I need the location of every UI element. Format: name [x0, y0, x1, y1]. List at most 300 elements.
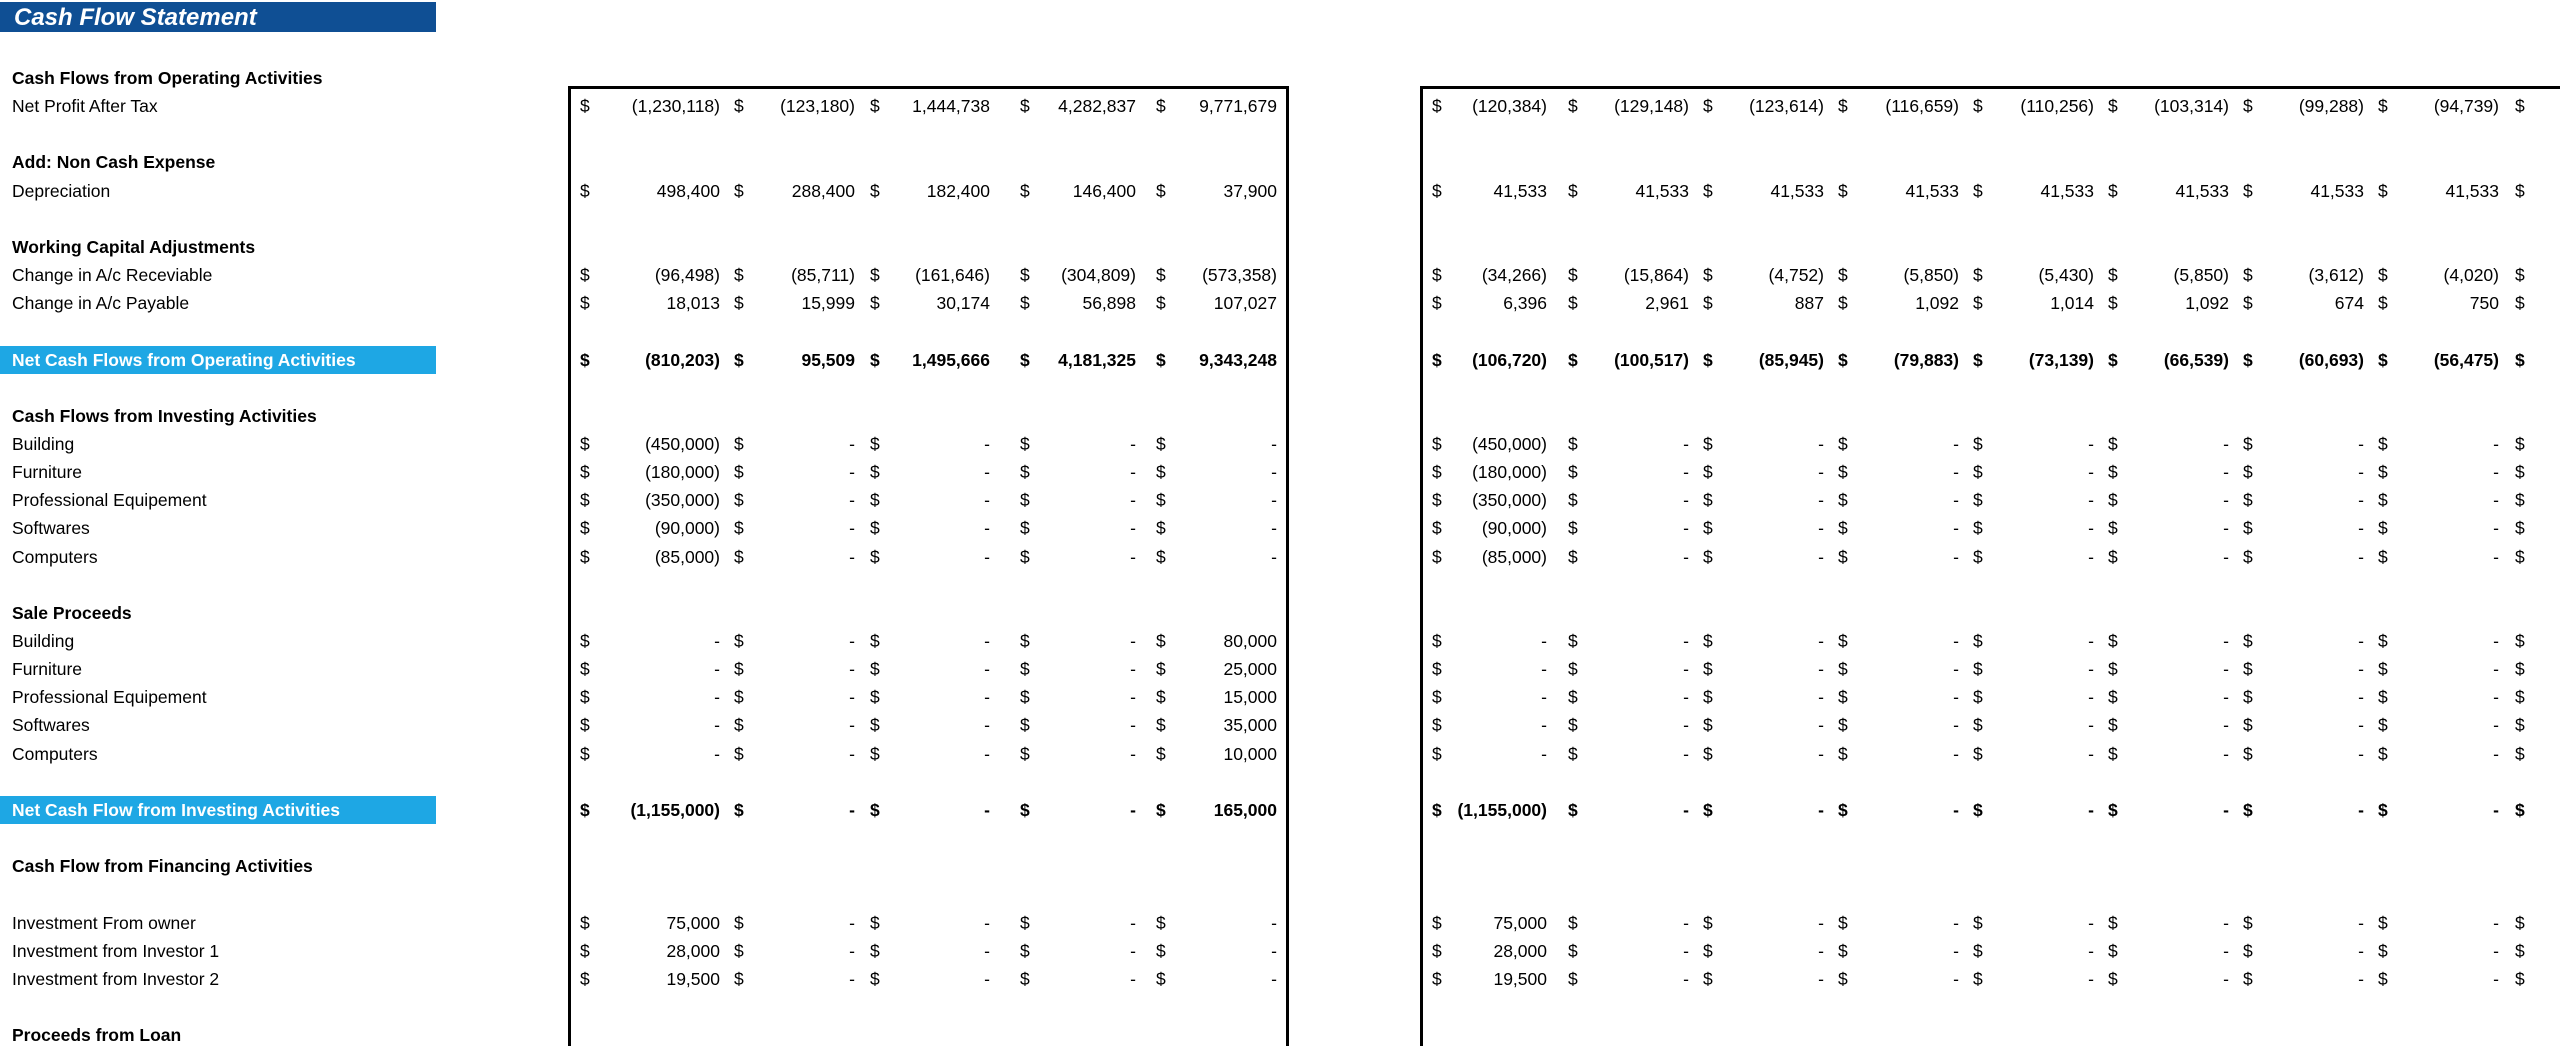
cell-value: - — [1271, 547, 1277, 567]
cell-value: - — [849, 434, 855, 454]
currency-symbol: $ — [580, 181, 590, 201]
currency-symbol: $ — [1703, 462, 1713, 482]
row-label: Softwares — [12, 715, 90, 735]
cell-value: - — [714, 744, 720, 764]
cell-value: - — [1818, 631, 1824, 651]
currency-symbol: $ — [2378, 265, 2388, 285]
cell-value: - — [2223, 547, 2229, 567]
currency-symbol: $ — [1568, 462, 1578, 482]
cell-value: (90,000) — [1481, 518, 1547, 538]
currency-symbol: $ — [1020, 293, 1030, 313]
currency-symbol: $ — [2378, 687, 2388, 707]
currency-symbol: $ — [1703, 96, 1713, 116]
currency-symbol: $ — [1432, 518, 1442, 538]
currency-symbol: $ — [2108, 659, 2118, 679]
currency-symbol: $ — [870, 913, 880, 933]
cell-value: - — [849, 913, 855, 933]
cell-value: (79,883) — [1893, 350, 1959, 370]
cell-value: (85,945) — [1758, 350, 1824, 370]
currency-symbol: $ — [1156, 181, 1166, 201]
currency-symbol: $ — [1703, 265, 1713, 285]
cell-value: - — [1683, 490, 1689, 510]
cell-value: (450,000) — [645, 434, 720, 454]
section-header: Add: Non Cash Expense — [12, 152, 216, 172]
currency-symbol: $ — [1838, 462, 1848, 482]
currency-symbol: $ — [580, 800, 590, 820]
cell-value: - — [1271, 518, 1277, 538]
currency-symbol: $ — [1156, 913, 1166, 933]
currency-symbol: $ — [1703, 547, 1713, 567]
currency-symbol: $ — [1973, 96, 1983, 116]
currency-symbol: $ — [1838, 913, 1848, 933]
currency-symbol: $ — [2515, 744, 2525, 764]
currency-symbol: $ — [1156, 547, 1166, 567]
cell-value: - — [2223, 941, 2229, 961]
currency-symbol: $ — [1432, 800, 1442, 820]
currency-symbol: $ — [734, 490, 744, 510]
cell-value: - — [2088, 659, 2094, 679]
currency-symbol: $ — [1432, 659, 1442, 679]
cell-value: (573,358) — [1202, 265, 1277, 285]
cell-value: - — [2493, 547, 2499, 567]
currency-symbol: $ — [580, 434, 590, 454]
cell-value: (96,498) — [654, 265, 720, 285]
currency-symbol: $ — [1703, 715, 1713, 735]
monthly-columns-panel — [1420, 86, 2560, 1046]
cell-value: 18,013 — [666, 293, 720, 313]
currency-symbol: $ — [2515, 350, 2525, 370]
cell-value: 75,000 — [666, 913, 720, 933]
row-label: Net Profit After Tax — [12, 96, 158, 116]
currency-symbol: $ — [2378, 744, 2388, 764]
cell-value: 41,533 — [2445, 181, 2499, 201]
currency-symbol: $ — [580, 715, 590, 735]
cell-value: - — [714, 687, 720, 707]
currency-symbol: $ — [1838, 434, 1848, 454]
cell-value: - — [2223, 687, 2229, 707]
cell-value: - — [2358, 659, 2364, 679]
currency-symbol: $ — [1703, 687, 1713, 707]
cell-value: 56,898 — [1082, 293, 1136, 313]
currency-symbol: $ — [2243, 631, 2253, 651]
currency-symbol: $ — [2378, 462, 2388, 482]
currency-symbol: $ — [734, 547, 744, 567]
cell-value: - — [1953, 715, 1959, 735]
cell-value: - — [1818, 547, 1824, 567]
row-label: Furniture — [12, 462, 83, 482]
cell-value: - — [2223, 800, 2229, 820]
currency-symbol: $ — [870, 181, 880, 201]
cell-value: 750 — [2469, 293, 2499, 313]
currency-symbol: $ — [1432, 547, 1442, 567]
cell-value: 4,282,837 — [1058, 96, 1136, 116]
currency-symbol: $ — [1156, 518, 1166, 538]
currency-symbol: $ — [2108, 293, 2118, 313]
currency-symbol: $ — [1156, 687, 1166, 707]
currency-symbol: $ — [1973, 687, 1983, 707]
currency-symbol: $ — [580, 913, 590, 933]
currency-symbol: $ — [2515, 631, 2525, 651]
currency-symbol: $ — [2108, 434, 2118, 454]
cell-value: - — [2358, 631, 2364, 651]
row-label: Investment from Investor 1 — [12, 941, 220, 961]
currency-symbol: $ — [1568, 631, 1578, 651]
cell-value: 25,000 — [1223, 659, 1277, 679]
section-header: Cash Flow from Financing Activities — [12, 856, 313, 876]
currency-symbol: $ — [2515, 659, 2525, 679]
currency-symbol: $ — [580, 659, 590, 679]
currency-symbol: $ — [1020, 941, 1030, 961]
currency-symbol: $ — [2515, 687, 2525, 707]
currency-symbol: $ — [870, 265, 880, 285]
cell-value: - — [1953, 434, 1959, 454]
cell-value: - — [2223, 490, 2229, 510]
cell-value: - — [984, 744, 990, 764]
currency-symbol: $ — [734, 265, 744, 285]
cell-value: - — [2088, 490, 2094, 510]
cell-value: - — [2358, 462, 2364, 482]
currency-symbol: $ — [2378, 434, 2388, 454]
cell-value: - — [1953, 913, 1959, 933]
cell-value: - — [1683, 631, 1689, 651]
currency-symbol: $ — [1703, 941, 1713, 961]
cell-value: - — [2493, 631, 2499, 651]
currency-symbol: $ — [1432, 969, 1442, 989]
currency-symbol: $ — [1432, 490, 1442, 510]
cell-value: - — [984, 518, 990, 538]
cell-value: - — [1130, 547, 1136, 567]
cell-value: (66,539) — [2163, 350, 2229, 370]
cell-value: - — [984, 462, 990, 482]
currency-symbol: $ — [1838, 181, 1848, 201]
currency-symbol: $ — [734, 800, 744, 820]
currency-symbol: $ — [2515, 490, 2525, 510]
cell-value: (110,256) — [2020, 96, 2094, 116]
currency-symbol: $ — [870, 715, 880, 735]
currency-symbol: $ — [1156, 631, 1166, 651]
cell-value: 41,533 — [2040, 181, 2094, 201]
currency-symbol: $ — [1973, 659, 1983, 679]
cell-value: (350,000) — [645, 490, 720, 510]
currency-symbol: $ — [2378, 715, 2388, 735]
currency-symbol: $ — [580, 490, 590, 510]
currency-symbol: $ — [870, 490, 880, 510]
cell-value: - — [984, 941, 990, 961]
currency-symbol: $ — [2108, 969, 2118, 989]
currency-symbol: $ — [2515, 800, 2525, 820]
cell-value: - — [714, 715, 720, 735]
cell-value: (34,266) — [1481, 265, 1547, 285]
currency-symbol: $ — [1432, 96, 1442, 116]
row-label: Furniture — [12, 659, 83, 679]
cell-value: 75,000 — [1493, 913, 1547, 933]
cell-value: 1,444,738 — [912, 96, 990, 116]
currency-symbol: $ — [2108, 941, 2118, 961]
currency-symbol: $ — [1838, 547, 1848, 567]
cell-value: - — [1953, 744, 1959, 764]
currency-symbol: $ — [870, 518, 880, 538]
cell-value: 288,400 — [791, 181, 855, 201]
currency-symbol: $ — [1703, 350, 1713, 370]
currency-symbol: $ — [1973, 800, 1983, 820]
cell-value: - — [1818, 490, 1824, 510]
cell-value: - — [714, 659, 720, 679]
currency-symbol: $ — [2378, 913, 2388, 933]
currency-symbol: $ — [2515, 715, 2525, 735]
currency-symbol: $ — [870, 547, 880, 567]
row-label: Building — [12, 631, 75, 651]
cell-value: - — [1953, 941, 1959, 961]
cell-value: 107,027 — [1213, 293, 1277, 313]
currency-symbol: $ — [870, 434, 880, 454]
currency-symbol: $ — [734, 687, 744, 707]
currency-symbol: $ — [580, 293, 590, 313]
currency-symbol: $ — [1020, 744, 1030, 764]
currency-symbol: $ — [1568, 518, 1578, 538]
cell-value: - — [984, 490, 990, 510]
currency-symbol: $ — [1973, 181, 1983, 201]
cell-value: - — [2223, 969, 2229, 989]
cell-value: 10,000 — [1223, 744, 1277, 764]
cell-value: (1,230,118) — [631, 96, 720, 116]
currency-symbol: $ — [1432, 350, 1442, 370]
row-label: Investment From owner — [12, 913, 196, 933]
cell-value: - — [2088, 800, 2094, 820]
cell-value: - — [1130, 969, 1136, 989]
cell-value: 15,999 — [801, 293, 855, 313]
cell-value: 1,495,666 — [912, 350, 990, 370]
total-row-label: Net Cash Flow from Investing Activities — [12, 800, 341, 820]
total-row-banner — [0, 346, 436, 374]
currency-symbol: $ — [1156, 462, 1166, 482]
cell-value: (123,180) — [780, 96, 855, 116]
currency-symbol: $ — [1020, 687, 1030, 707]
currency-symbol: $ — [1020, 265, 1030, 285]
currency-symbol: $ — [2378, 518, 2388, 538]
cell-value: - — [1683, 744, 1689, 764]
currency-symbol: $ — [2378, 800, 2388, 820]
row-label: Building — [12, 434, 75, 454]
currency-symbol: $ — [2515, 293, 2525, 313]
currency-symbol: $ — [2243, 434, 2253, 454]
currency-symbol: $ — [734, 631, 744, 651]
currency-symbol: $ — [1432, 434, 1442, 454]
currency-symbol: $ — [2243, 547, 2253, 567]
currency-symbol: $ — [870, 293, 880, 313]
currency-symbol: $ — [1703, 434, 1713, 454]
cell-value: - — [1953, 462, 1959, 482]
cell-value: - — [1683, 518, 1689, 538]
currency-symbol: $ — [2243, 265, 2253, 285]
currency-symbol: $ — [1020, 631, 1030, 651]
cell-value: - — [2358, 744, 2364, 764]
cell-value: 165,000 — [1213, 800, 1277, 820]
cell-value: - — [1818, 462, 1824, 482]
currency-symbol: $ — [1703, 969, 1713, 989]
currency-symbol: $ — [1020, 350, 1030, 370]
cell-value: - — [849, 687, 855, 707]
currency-symbol: $ — [1020, 715, 1030, 735]
cell-value: - — [1271, 434, 1277, 454]
currency-symbol: $ — [734, 293, 744, 313]
currency-symbol: $ — [734, 350, 744, 370]
cell-value: - — [2493, 744, 2499, 764]
currency-symbol: $ — [580, 96, 590, 116]
currency-symbol: $ — [1568, 547, 1578, 567]
cell-value: (3,612) — [2308, 265, 2364, 285]
currency-symbol: $ — [1020, 181, 1030, 201]
cell-value: - — [849, 631, 855, 651]
currency-symbol: $ — [1020, 659, 1030, 679]
cell-value: - — [2493, 687, 2499, 707]
row-label: Softwares — [12, 518, 90, 538]
cell-value: - — [849, 518, 855, 538]
currency-symbol: $ — [1568, 96, 1578, 116]
cell-value: 80,000 — [1223, 631, 1277, 651]
currency-symbol: $ — [2515, 913, 2525, 933]
cell-value: - — [2088, 969, 2094, 989]
currency-symbol: $ — [2243, 350, 2253, 370]
currency-symbol: $ — [2378, 547, 2388, 567]
cell-value: 887 — [1794, 293, 1824, 313]
currency-symbol: $ — [1973, 941, 1983, 961]
currency-symbol: $ — [580, 547, 590, 567]
cell-value: 182,400 — [926, 181, 990, 201]
cell-value: 28,000 — [1493, 941, 1547, 961]
currency-symbol: $ — [1156, 490, 1166, 510]
cell-value: 498,400 — [656, 181, 720, 201]
currency-symbol: $ — [1838, 941, 1848, 961]
currency-symbol: $ — [580, 969, 590, 989]
cell-value: - — [2358, 518, 2364, 538]
cell-value: 1,092 — [2185, 293, 2229, 313]
row-label: Professional Equipement — [12, 687, 207, 707]
cell-value: - — [1818, 687, 1824, 707]
cell-value: - — [1541, 659, 1547, 679]
cell-value: - — [849, 490, 855, 510]
cell-value: - — [2493, 941, 2499, 961]
currency-symbol: $ — [2378, 490, 2388, 510]
cell-value: (56,475) — [2433, 350, 2499, 370]
currency-symbol: $ — [1703, 744, 1713, 764]
cell-value: - — [1130, 462, 1136, 482]
cell-value: (180,000) — [1472, 462, 1547, 482]
cell-value: - — [1683, 687, 1689, 707]
currency-symbol: $ — [1568, 265, 1578, 285]
currency-symbol: $ — [2108, 265, 2118, 285]
cell-value: 41,533 — [2175, 181, 2229, 201]
currency-symbol: $ — [1838, 265, 1848, 285]
cell-value: (100,517) — [1614, 350, 1689, 370]
currency-symbol: $ — [2243, 969, 2253, 989]
currency-symbol: $ — [1568, 941, 1578, 961]
cell-value: - — [2088, 631, 2094, 651]
currency-symbol: $ — [2378, 181, 2388, 201]
cell-value: (5,850) — [1903, 265, 1959, 285]
cell-value: (350,000) — [1472, 490, 1547, 510]
row-label: Investment from Investor 2 — [12, 969, 220, 989]
cell-value: - — [2223, 913, 2229, 933]
cell-value: - — [1130, 941, 1136, 961]
cell-value: (60,693) — [2298, 350, 2364, 370]
currency-symbol: $ — [1156, 434, 1166, 454]
cell-value: - — [984, 547, 990, 567]
cell-value: - — [1953, 631, 1959, 651]
currency-symbol: $ — [2243, 744, 2253, 764]
currency-symbol: $ — [1020, 434, 1030, 454]
currency-symbol: $ — [1838, 715, 1848, 735]
currency-symbol: $ — [1568, 744, 1578, 764]
currency-symbol: $ — [2243, 715, 2253, 735]
currency-symbol: $ — [2378, 293, 2388, 313]
currency-symbol: $ — [580, 744, 590, 764]
total-row-banner — [0, 796, 436, 824]
cell-value: - — [849, 715, 855, 735]
currency-symbol: $ — [2108, 744, 2118, 764]
currency-symbol: $ — [2378, 969, 2388, 989]
currency-symbol: $ — [734, 941, 744, 961]
cell-value: 146,400 — [1072, 181, 1136, 201]
currency-symbol: $ — [1703, 800, 1713, 820]
cell-value: 1,092 — [1915, 293, 1959, 313]
currency-symbol: $ — [1156, 941, 1166, 961]
cell-value: - — [2493, 969, 2499, 989]
cell-value: - — [984, 800, 990, 820]
cell-value: - — [984, 687, 990, 707]
currency-symbol: $ — [1020, 913, 1030, 933]
currency-symbol: $ — [1973, 715, 1983, 735]
section-header: Cash Flows from Investing Activities — [12, 406, 317, 426]
currency-symbol: $ — [580, 462, 590, 482]
cell-value: (73,139) — [2028, 350, 2094, 370]
currency-symbol: $ — [1432, 941, 1442, 961]
currency-symbol: $ — [1156, 350, 1166, 370]
currency-symbol: $ — [2515, 518, 2525, 538]
currency-symbol: $ — [1568, 969, 1578, 989]
cell-value: - — [1818, 659, 1824, 679]
currency-symbol: $ — [2515, 547, 2525, 567]
cell-value: - — [1818, 715, 1824, 735]
cell-value: (304,809) — [1061, 265, 1136, 285]
cell-value: - — [2223, 518, 2229, 538]
currency-symbol: $ — [734, 96, 744, 116]
cell-value: - — [1683, 715, 1689, 735]
currency-symbol: $ — [1973, 744, 1983, 764]
currency-symbol: $ — [1156, 715, 1166, 735]
cell-value: - — [1271, 490, 1277, 510]
cell-value: - — [2493, 434, 2499, 454]
currency-symbol: $ — [580, 518, 590, 538]
currency-symbol: $ — [1973, 631, 1983, 651]
cell-value: - — [984, 631, 990, 651]
cell-value: (15,864) — [1623, 265, 1689, 285]
cell-value: - — [1953, 547, 1959, 567]
total-row-label: Net Cash Flows from Operating Activities — [12, 350, 356, 370]
currency-symbol: $ — [1838, 800, 1848, 820]
section-header: Cash Flows from Operating Activities — [12, 68, 323, 88]
cell-value: 9,771,679 — [1199, 96, 1277, 116]
cell-value: - — [2223, 744, 2229, 764]
cell-value: 41,533 — [2310, 181, 2364, 201]
currency-symbol: $ — [580, 687, 590, 707]
currency-symbol: $ — [2108, 462, 2118, 482]
cell-value: - — [1818, 969, 1824, 989]
cell-value: - — [2358, 490, 2364, 510]
currency-symbol: $ — [2108, 518, 2118, 538]
currency-symbol: $ — [1020, 96, 1030, 116]
currency-symbol: $ — [2243, 96, 2253, 116]
cell-value: - — [1683, 913, 1689, 933]
